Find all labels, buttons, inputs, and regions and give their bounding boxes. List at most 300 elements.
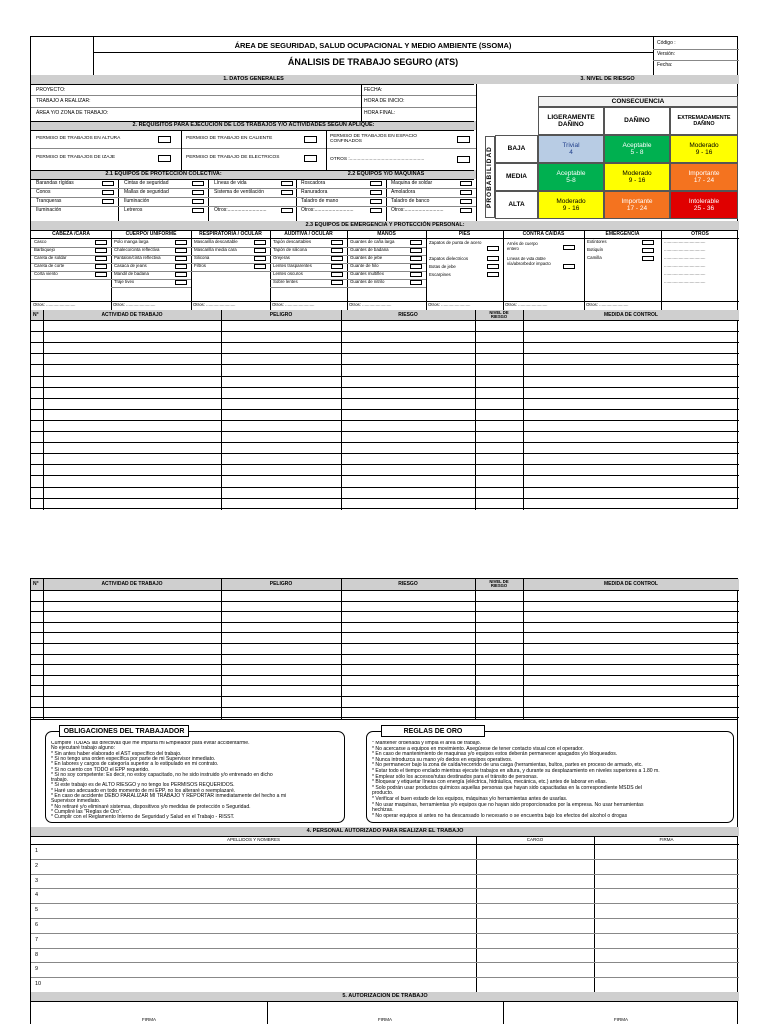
table-row[interactable] xyxy=(31,664,739,665)
epp-item: Casco xyxy=(34,239,47,244)
obligaciones-title: OBLIGACIONES DEL TRABAJADOR xyxy=(59,725,189,737)
rule-line: * Emplear sólo los accesos/rutas destinados para el tránsito de personas. xyxy=(372,773,538,780)
cons-col-2: DAÑINO xyxy=(604,107,670,135)
activity-table-1 xyxy=(31,310,739,510)
risk-cell-label: Intolerable xyxy=(688,197,720,205)
epp-checkbox[interactable] xyxy=(410,272,422,277)
epp-item: Camilla xyxy=(587,255,602,260)
epp-checkbox[interactable] xyxy=(95,248,107,253)
rule-line: producto. xyxy=(372,790,394,797)
personal-row[interactable] xyxy=(31,903,739,904)
risk-cell-label: Moderado xyxy=(556,197,586,205)
personal-row[interactable] xyxy=(31,962,739,963)
epp-item: Tapón de silicona xyxy=(273,247,307,252)
epp-checkbox[interactable] xyxy=(175,240,187,245)
epp-item: Botiquín xyxy=(587,247,604,252)
epp-item: Líneas de vida doble vía/absorbedor impacto xyxy=(507,257,551,266)
permiso-confinado: PERMISO DE TRABAJOS EN ESPACIO CONFINADOS xyxy=(330,134,417,145)
epp-checkbox[interactable] xyxy=(410,280,422,285)
maq2-item: Taladro de banco xyxy=(391,198,430,204)
personal-row[interactable] xyxy=(31,977,739,978)
epp-item: Careta de corte xyxy=(34,263,65,268)
epp-item: Zapatos de punta de acero xyxy=(429,240,482,245)
epp-checkbox[interactable] xyxy=(254,248,266,253)
table-row[interactable] xyxy=(31,675,739,676)
table-row[interactable] xyxy=(31,487,739,488)
col-nivel: NIVEL DE RIESGO xyxy=(489,580,509,589)
epp-item: Polo manga larga xyxy=(114,239,149,244)
maq2-item: Maquina de soldar xyxy=(391,180,433,186)
epp-checkbox[interactable] xyxy=(410,264,422,269)
epp-checkbox[interactable] xyxy=(563,264,575,269)
table-row[interactable] xyxy=(31,431,739,432)
col-nivel: NIVEL DE RIESGO xyxy=(489,311,509,320)
personal-row[interactable] xyxy=(31,888,739,889)
risk-cell-label: Importante xyxy=(688,169,720,177)
rule-line: * En labores y cargos de categoría superior a lo estipulado en mi contrato. xyxy=(51,761,219,768)
epp-item: Guantes de caña larga xyxy=(350,239,395,244)
epp-checkbox[interactable] xyxy=(95,256,107,261)
rule-line: Cumpliré TODAS las directivas que me imparta mi Empleador para evitar accidentarme. xyxy=(51,741,250,746)
rule-line: * No usar maquinas, herramientas y/o equipos que no hayan sido proporcionados por la empresa. No usar herramientas xyxy=(372,801,644,808)
otros-line[interactable]: .................................. xyxy=(664,263,706,268)
epp-item: Guantes multiflex xyxy=(350,271,384,276)
epp-item: Tapón descartables xyxy=(273,239,312,244)
rule-line: Supervisor inmediato. xyxy=(51,798,101,805)
risk-matrix xyxy=(476,84,739,221)
col1-item: Tranqueras xyxy=(36,198,62,204)
activity-table-2 xyxy=(31,579,739,719)
rule-line: * Cumpliré las "Reglas de Oro". xyxy=(51,808,122,815)
col-num: N° xyxy=(33,312,39,318)
rule-line: * Solo podrán usar productos químicos aquellas personas que hayan sido capacitadas en la correspondiente MSDS del xyxy=(372,784,642,791)
epp-checkbox[interactable] xyxy=(254,264,266,269)
epp-checkbox[interactable] xyxy=(487,256,499,261)
rule-line: * No retiraré y/o eliminaré sistemas, dispositivos y/o medidas de protección o Seguridad. xyxy=(51,803,251,810)
firma-2: FIRMA xyxy=(378,1017,392,1022)
rule-line: No ejecutaré trabajo alguno: xyxy=(51,745,115,752)
checkbox[interactable] xyxy=(370,199,382,204)
proyecto-label: PROYECTO: xyxy=(36,87,66,93)
probabilidad-label: PROBABILIDAD xyxy=(485,136,495,218)
personal-row-number: 8 xyxy=(35,951,39,958)
checkbox[interactable] xyxy=(370,181,382,186)
risk-cell xyxy=(670,135,738,163)
maq1-item: Ranuradora xyxy=(301,189,328,195)
otros-field[interactable]: Otros: ........................ xyxy=(428,302,471,307)
table-row[interactable] xyxy=(31,601,739,602)
risk-cell-range: 9 - 16 xyxy=(628,177,646,184)
epp-checkbox[interactable] xyxy=(331,272,343,277)
col1-item: Barandas rígidas xyxy=(36,180,74,186)
epp-header: AUDITIVA / OCULAR xyxy=(284,231,333,237)
col2-item: Letreros xyxy=(124,207,143,213)
otros-field[interactable]: Otros: ........................ xyxy=(193,302,236,307)
rule-line: * Si no cuento con TODO el EPP requerido. xyxy=(51,766,150,773)
cons-col-1: LIGERAMENTE DAÑINO xyxy=(538,107,604,135)
epp-header: CONTRA CAIDAS xyxy=(522,231,565,237)
risk-cell-label: Aceptable xyxy=(622,141,652,149)
consecuencia-header: CONSECUENCIA xyxy=(538,96,738,107)
rule-line: * Si no tengo una orden específica por parte de mi Supervisor inmediato. xyxy=(51,755,216,762)
table-row[interactable] xyxy=(31,654,739,655)
col-riesgo: RIESGO xyxy=(398,581,418,587)
checkbox[interactable] xyxy=(281,181,293,186)
risk-cell-range: 25 - 36 xyxy=(693,205,715,212)
col-riesgo: RIESGO xyxy=(398,312,418,318)
firma-3: FIRMA xyxy=(614,1017,628,1022)
risk-cell xyxy=(538,135,604,163)
col1-item: Iluminación xyxy=(36,207,62,213)
hora-inicio-label: HORA DE INICIO: xyxy=(364,98,405,104)
epp-item: Chaleco/cinta reflectiva xyxy=(114,247,160,252)
checkbox[interactable] xyxy=(370,190,382,195)
maq2-item: Otros:............................ xyxy=(391,207,444,213)
epp-item: Extintores xyxy=(587,239,607,244)
permiso-electricos-checkbox[interactable] xyxy=(304,155,317,162)
page-2 xyxy=(30,578,738,1024)
rule-line: * Si no soy competente: Es decir, no estoy capacitado, no he sido instruido y/o entrenado en dicho xyxy=(51,771,273,778)
permiso-altura: PERMISO DE TRABAJOS EN ALTURA xyxy=(36,136,121,141)
table-row[interactable] xyxy=(31,475,739,476)
codigo-label: Código : xyxy=(657,40,676,46)
personal-row-number: 5 xyxy=(35,907,39,914)
epp-checkbox[interactable] xyxy=(331,248,343,253)
s21-title: 2.1 EQUIPOS DE PROTECCIÓN COLECTIVA: xyxy=(105,171,222,177)
org-title: ÁREA DE SEGURIDAD, SALUD OCUPACIONAL Y MEDIO AMBIENTE (SSOMA) xyxy=(234,41,512,50)
epp-item: Mascarilla media cara xyxy=(194,247,237,252)
page-1 xyxy=(30,36,738,509)
s5-title: 5. AUTORIZACION DE TRABAJO xyxy=(342,993,428,999)
otros-line[interactable]: .................................. xyxy=(664,255,706,260)
checkbox[interactable] xyxy=(102,190,114,195)
personal-row[interactable] xyxy=(31,874,739,875)
personal-row-number: 10 xyxy=(35,981,42,988)
checkbox[interactable] xyxy=(102,199,114,204)
datos-generales xyxy=(31,84,476,121)
otros-field[interactable]: Otros: ........................ xyxy=(272,302,315,307)
table-row[interactable] xyxy=(31,442,739,443)
risk-cell xyxy=(604,135,670,163)
checkbox[interactable] xyxy=(281,208,293,213)
personal-table xyxy=(31,836,739,992)
epp-checkbox[interactable] xyxy=(410,248,422,253)
risk-cell-label: Trivial xyxy=(562,141,580,149)
otros-field[interactable]: Otros: ........................ xyxy=(505,302,548,307)
table-row[interactable] xyxy=(31,643,739,644)
col-firma: FIRMA xyxy=(659,837,674,842)
personal-row-number: 9 xyxy=(35,966,39,973)
epp-item: Corta viento xyxy=(34,271,58,276)
risk-cell-range: 5 - 8 xyxy=(630,149,644,156)
epp-header: EMERGENCIA xyxy=(605,231,640,237)
risk-cell-range: 9 - 16 xyxy=(562,205,580,212)
doc-header xyxy=(31,37,739,75)
risk-cell-label: Moderado xyxy=(622,169,652,177)
col-peligro: PELIGRO xyxy=(269,312,293,318)
rule-line: * No permanecer bajo la zona de caída/recorrido de una carga (herramientas, bultos, partes en proceso de armado, etc. xyxy=(372,762,643,769)
col3-item: Sistema de ventilación xyxy=(214,189,265,195)
table-row[interactable] xyxy=(31,685,739,686)
epp-checkbox[interactable] xyxy=(254,256,266,261)
epp-checkbox[interactable] xyxy=(175,256,187,261)
col3-item: Otros:............................ xyxy=(214,207,267,213)
permiso-izaje-checkbox[interactable] xyxy=(158,155,171,162)
autorizacion xyxy=(31,1001,739,1024)
epp-checkbox[interactable] xyxy=(331,280,343,285)
permiso-caliente-checkbox[interactable] xyxy=(304,136,317,143)
rule-line: * No acercarse a equipos en movimiento. Asegúrese de tener contacto visual con el operador. xyxy=(372,745,584,752)
permiso-altura-checkbox[interactable] xyxy=(158,136,171,143)
table-row[interactable] xyxy=(31,498,739,499)
epp-checkbox[interactable] xyxy=(410,240,422,245)
otros-field[interactable]: Otros: ........................ xyxy=(113,302,156,307)
rule-line: * Verificar el buen estado de los equipos, máquinas y/o herramientas antes de usarlas. xyxy=(372,796,568,802)
epp-checkbox[interactable] xyxy=(487,264,499,269)
col2-item: Cintas de seguridad xyxy=(124,180,169,186)
rule-line: * Si este trabajo es de ALTO RIESGO y no tengo los PERMISOS REQUERIDOS. xyxy=(51,782,235,789)
epp-item: Careta de soldar xyxy=(34,255,67,260)
rule-line: * Cumplir con el Reglamento Interno de Seguridad y Salud en el Trabajo - RISST. xyxy=(51,814,235,821)
checkbox[interactable] xyxy=(192,181,204,186)
checkbox[interactable] xyxy=(192,199,204,204)
col-actividad: ACTIVIDAD DE TRABAJO xyxy=(101,581,163,587)
epp-header: PIES xyxy=(458,231,471,237)
rule-line: * Sin antes haber elaborado el AST específico del trabajo. xyxy=(51,750,182,757)
epp-checkbox[interactable] xyxy=(175,264,187,269)
col3-item: Líneas de vida xyxy=(214,180,247,186)
risk-cell-label: Moderado xyxy=(689,141,719,149)
table-row[interactable] xyxy=(31,342,739,343)
checkbox[interactable] xyxy=(460,208,472,213)
epp-item: Lentes trasparentes xyxy=(273,263,312,268)
table-row[interactable] xyxy=(31,707,739,708)
epp-item: Arnés de cuerpo entero xyxy=(507,241,538,252)
rule-line: * En caso de accidente DEBO PARALIZAR MI TRABAJO Y REPORTAR inmediatamente del hecho a mi xyxy=(51,793,287,799)
rule-line: * Bloquear y etiquetar líneas con energía (eléctrica, hidráulica, mecánica, etc.) antes de laborar en ellas. xyxy=(372,779,608,786)
personal-row-number: 2 xyxy=(35,862,39,869)
risk-cell xyxy=(604,191,670,219)
permiso-electricos: PERMISO DE TRABAJO DE ELECTRICOS xyxy=(186,155,280,160)
checkbox[interactable] xyxy=(460,190,472,195)
epp-item: Botas de jebe xyxy=(429,264,456,269)
epp-header: RESPIRATORIA / OCULAR xyxy=(199,231,262,237)
personal-row-number: 7 xyxy=(35,936,39,943)
risk-cell-range: 17 - 24 xyxy=(693,177,715,184)
hora-final-label: HORA FINAL: xyxy=(364,110,396,116)
epp-checkbox[interactable] xyxy=(175,272,187,277)
col2-item: Mallas de seguridad xyxy=(124,189,169,195)
epp-table xyxy=(31,230,739,310)
epp-checkbox[interactable] xyxy=(331,264,343,269)
otros-line[interactable]: .................................. xyxy=(664,271,706,276)
epp-checkbox[interactable] xyxy=(642,256,654,261)
trabajo-label: TRABAJO A REALIZAR: xyxy=(36,98,91,104)
table-row[interactable] xyxy=(31,453,739,454)
table-row[interactable] xyxy=(31,398,739,399)
epp-header: CABEZA /CARA xyxy=(52,231,90,237)
epp-item: Sobre lentes xyxy=(273,279,298,284)
risk-cell-range: 9 - 16 xyxy=(695,149,713,156)
personal-row[interactable] xyxy=(31,918,739,919)
epp-checkbox[interactable] xyxy=(563,245,575,250)
epp-checkbox[interactable] xyxy=(410,256,422,261)
epp-checkbox[interactable] xyxy=(95,240,107,245)
s2-title: 2. REQUISITOS PARA EJECUCIÓN DE LOS TRABAJOS Y/O ACTIVIDADES SEGÚN APLIQUE: xyxy=(132,122,375,128)
risk-cell xyxy=(538,191,604,219)
risk-cell-label: Aceptable xyxy=(556,169,586,177)
permiso-otros: OTROS :........................................................ xyxy=(330,157,425,162)
personal-row-number: 6 xyxy=(35,922,39,928)
fecha-doc-label: Fecha: xyxy=(657,62,673,68)
rule-line: * Nunca introduzca su mano y/o dedos en equipos operativos. xyxy=(372,756,513,763)
fecha-label: FECHA: xyxy=(364,87,383,93)
col-apellidos: APELLIDOS Y NOMBRES xyxy=(226,837,281,842)
otros-line[interactable]: .................................. xyxy=(664,279,706,284)
permiso-caliente: PERMISO DE TRABAJO EN CALIENTE xyxy=(186,136,273,141)
epp-checkbox[interactable] xyxy=(95,272,107,277)
risk-cell xyxy=(538,163,604,191)
col-num: N° xyxy=(33,581,39,587)
personal-row-number: 3 xyxy=(35,877,39,884)
firma-1: FIRMA xyxy=(142,1017,156,1022)
epp-item: Guantes de nitrilo xyxy=(350,279,385,284)
otros-line[interactable]: .................................. xyxy=(664,239,706,244)
epp-checkbox[interactable] xyxy=(487,272,499,277)
permiso-confinado-checkbox[interactable] xyxy=(457,136,470,143)
rule-line: * En caso de mantenimiento de maquinas y/o equipos estos deberán permanecer apagados y/o bloqueados. xyxy=(372,751,618,758)
permiso-otros-checkbox[interactable] xyxy=(457,156,470,163)
epp-item: Traje tivex xyxy=(114,279,135,284)
epp-checkbox[interactable] xyxy=(642,240,654,245)
doc-title: ÁNALISIS DE TRABAJO SEGURO (ATS) xyxy=(287,57,459,67)
table-row[interactable] xyxy=(31,376,739,377)
table-row[interactable] xyxy=(31,622,739,623)
epp-checkbox[interactable] xyxy=(175,248,187,253)
maq2-item: Amoladora xyxy=(391,189,416,195)
risk-cell xyxy=(670,163,738,191)
s22-title: 2.2 EQUIPOS Y/O MAQUINAS xyxy=(347,171,425,177)
prob-row-alta: ALTA xyxy=(495,191,538,219)
prob-row-baja: BAJA xyxy=(495,135,538,163)
risk-cell xyxy=(604,163,670,191)
epp-item: Mascarilla descartable xyxy=(194,239,238,244)
checkbox[interactable] xyxy=(460,181,472,186)
epp-item: Guantes de badana xyxy=(350,247,389,252)
maq1-item: Taladro de mano xyxy=(301,198,339,204)
col-medida: MEDIDA DE CONTROL xyxy=(604,581,658,587)
epp-item: Mandil de badana xyxy=(114,271,149,276)
permisos xyxy=(31,130,476,170)
table-row[interactable] xyxy=(31,387,739,388)
maq1-item: Roscadora xyxy=(301,180,326,186)
checkbox[interactable] xyxy=(281,190,293,195)
col-cargo: CARGO xyxy=(526,837,544,842)
epp-header: MANOS xyxy=(377,231,396,237)
otros-line[interactable]: .................................. xyxy=(664,247,706,252)
epp-checkbox[interactable] xyxy=(175,280,187,285)
rule-line: * Estar todo el tiempo enclado mientras ejecute trabajos en altura, y durante su desplazamiento en niveles superiores a 1.80 m. xyxy=(372,768,660,774)
epp-header: OTROS xyxy=(691,231,709,237)
col-medida: MEDIDA DE CONTROL xyxy=(604,312,658,318)
checkbox[interactable] xyxy=(192,190,204,195)
rule-line: * No operar equipos si antes no ha descansado lo necesario o se encuentra bajo los efectos del alcohol o drogas xyxy=(372,812,628,819)
epp-checkbox[interactable] xyxy=(254,240,266,245)
table-row[interactable] xyxy=(31,632,739,633)
table-row[interactable] xyxy=(31,409,739,410)
risk-cell-range: 5-8 xyxy=(566,177,576,184)
checkbox[interactable] xyxy=(370,208,382,213)
table-row[interactable] xyxy=(31,696,739,697)
s1-title: 1. DATOS GENERALES xyxy=(223,76,284,82)
epp-header: CUERPO/ UNIFORME xyxy=(125,231,177,237)
col2-item: Iluminación xyxy=(124,198,150,204)
otros-field[interactable]: Otros: ........................ xyxy=(349,302,392,307)
otros-field[interactable]: Otros: ........................ xyxy=(33,302,76,307)
personal-row-number: 4 xyxy=(35,892,39,899)
epp-checkbox[interactable] xyxy=(95,264,107,269)
epp-checkbox[interactable] xyxy=(331,240,343,245)
cons-col-3: EXTREMADAMENTE DAÑINO xyxy=(670,107,738,135)
epp-item: Guantes de jebe xyxy=(350,255,383,260)
epp-item: Guante de hilo xyxy=(350,263,379,268)
table-row[interactable] xyxy=(31,364,739,365)
table-row[interactable] xyxy=(31,611,739,612)
table-row[interactable] xyxy=(31,420,739,421)
s4-title: 4. PERSONAL AUTORIZADO PARA REALIZAR EL TRABAJO xyxy=(306,828,464,834)
epp-checkbox[interactable] xyxy=(487,246,499,251)
epp-item: Filtros xyxy=(194,263,206,268)
maq1-item: Otros:............................ xyxy=(301,207,354,213)
permiso-izaje: PERMISO DE TRABAJOS DE IZAJE xyxy=(36,155,116,160)
rule-line: * Haré uso adecuado en todo momento de mi EPP, no los alteraré o reemplazaré. xyxy=(51,787,236,794)
rule-line: trabajo. xyxy=(51,777,68,784)
col1-item: Conos xyxy=(36,189,51,195)
table-row[interactable] xyxy=(31,464,739,465)
table-row[interactable] xyxy=(31,331,739,332)
epp-item: Zapatos dielectricos xyxy=(429,256,469,261)
reglas-title: REGLAS DE ORO xyxy=(381,725,485,737)
prob-row-media: MEDIA xyxy=(495,163,538,191)
rule-line: hechizas. xyxy=(372,807,394,814)
epp-checkbox[interactable] xyxy=(642,248,654,253)
col-peligro: PELIGRO xyxy=(269,581,293,587)
rules-section xyxy=(31,719,739,827)
risk-cell-label: Importante xyxy=(621,197,653,205)
personal-row-number: 1 xyxy=(35,848,39,854)
epp-item: Silicona xyxy=(194,255,210,260)
personal-row[interactable] xyxy=(31,859,739,860)
checkbox[interactable] xyxy=(102,181,114,186)
epp-item: Escarpines xyxy=(429,272,451,277)
epp-item: Lentes oscuros xyxy=(273,271,303,276)
epp-item: Orejeras xyxy=(273,255,290,260)
epp-item: Pantalon/cinta reflectiva xyxy=(114,255,161,260)
epp-checkbox[interactable] xyxy=(331,256,343,261)
checkbox[interactable] xyxy=(192,208,204,213)
s23-title: 2.3 EQUIPOS DE EMERGENCIA Y PROTECCIÓN PERSONAL: xyxy=(305,222,465,228)
s3-title: 3. NIVEL DE RIESGO xyxy=(580,76,635,82)
rule-line: * Mantener ordenada y limpia el área de trabajo. xyxy=(372,741,482,746)
personal-row[interactable] xyxy=(31,933,739,934)
equipos-colectivos xyxy=(31,179,476,221)
table-row[interactable] xyxy=(31,353,739,354)
area-label: ÁREA Y/O ZONA DE TRABAJO: xyxy=(36,110,109,116)
otros-field[interactable]: Otros: ........................ xyxy=(586,302,629,307)
personal-row[interactable] xyxy=(31,948,739,949)
checkbox[interactable] xyxy=(460,199,472,204)
risk-cell-range: 17 - 24 xyxy=(626,205,648,212)
